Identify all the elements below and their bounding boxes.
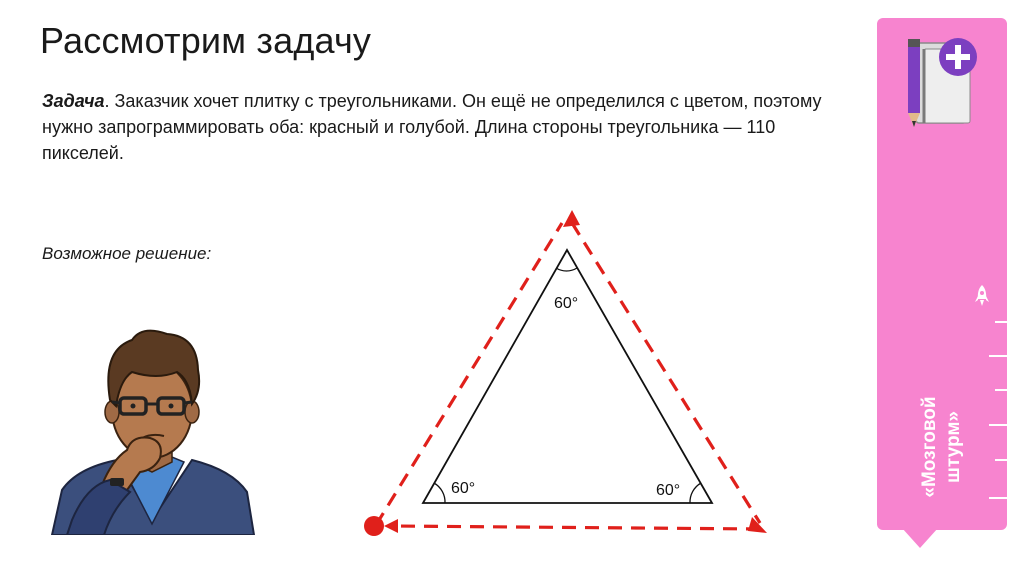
task-lead: Задача — [42, 91, 105, 111]
arrowhead-left — [384, 519, 398, 533]
rocket-icon — [974, 284, 990, 308]
path-segment-back — [392, 526, 760, 529]
angle-arc-right — [690, 483, 701, 503]
solution-label: Возможное решение: — [42, 244, 212, 263]
side-caption-line1: «Мозговой — [919, 396, 940, 498]
angle-arc-top — [556, 268, 577, 271]
side-panel-caption — [918, 396, 966, 497]
task-text — [42, 88, 842, 166]
angle-label-right: 60° — [656, 482, 681, 499]
ruler-marks — [985, 320, 1007, 510]
arrowhead-top — [563, 210, 580, 227]
triangle-diagram — [350, 195, 780, 550]
side-caption-line2: штурм» — [943, 411, 964, 483]
angle-arc-left — [434, 483, 445, 503]
angle-label-left: 60° — [451, 480, 476, 497]
angle-label-top: 60° — [554, 295, 579, 312]
side-panel-pointer — [902, 528, 938, 548]
task-body: . Заказчик хочет плитку с треугольниками. Он ещё не определился с цветом, поэтому нужно запрограммировать оба: красный и голубой. Длина стороны треугольника — 110 пикселей. — [42, 91, 822, 163]
start-dot — [364, 516, 384, 536]
notebook-pencil-plus-icon — [902, 35, 982, 130]
thinking-man-illustration — [32, 320, 272, 535]
path-segment-down — [572, 223, 760, 523]
slide-title: Рассмотрим задачу — [40, 20, 372, 61]
